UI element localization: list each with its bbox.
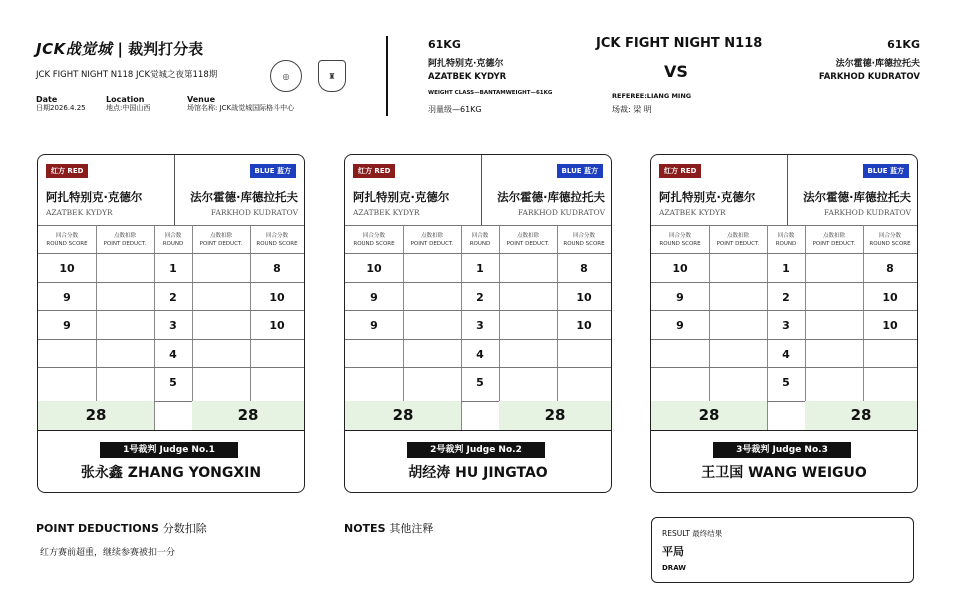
red-fighter-en: AZATBEK KYDYR bbox=[659, 208, 726, 217]
result-label: RESULT 最终结果 bbox=[662, 529, 723, 538]
venue-block: Venue 场馆名称: JCK战觉城国际格斗中心 bbox=[187, 95, 295, 112]
event-subtitle: JCK FIGHT NIGHT N118 JCK觉城之夜第118期 bbox=[36, 70, 218, 80]
red-fighter-en: AZATBEK KYDYR bbox=[353, 208, 420, 217]
red-round-score: 9 bbox=[676, 291, 684, 304]
round-number: 2 bbox=[169, 291, 177, 304]
blue-round-score bbox=[557, 369, 611, 397]
blue-round-score: 10 bbox=[576, 319, 592, 332]
red-fighter-cn: 阿扎特别克·克德尔 bbox=[353, 190, 450, 204]
blue-corner-tag: BLUE 蓝方 bbox=[863, 164, 909, 178]
column-header: 点数扣除 POINT DEDUCT. bbox=[812, 233, 856, 247]
column-header: 回合分数 ROUND SCORE bbox=[46, 233, 88, 247]
blue-round-score bbox=[250, 369, 304, 397]
referee-cn: 场裁: 梁 明 bbox=[612, 105, 652, 114]
column-header: 回合分数 ROUND SCORE bbox=[659, 233, 701, 247]
total-row bbox=[38, 401, 304, 430]
blue-fighter-en: FARKHOD KUDRATOV bbox=[823, 208, 911, 217]
judge-scorecard bbox=[37, 154, 305, 493]
column-header: 点数扣除 POINT DEDUCT. bbox=[410, 233, 454, 247]
right-fighter-cn: 法尔霍德·库德拉托夫 bbox=[835, 59, 920, 69]
left-fighter-cn: 阿扎特别克·克德尔 bbox=[428, 59, 504, 69]
judge-tag: 3号裁判 Judge No.3 bbox=[713, 442, 851, 458]
column-header: 回合分数 ROUND SCORE bbox=[869, 233, 911, 247]
blue-round-score: 10 bbox=[882, 319, 898, 332]
column-header: 回合数 ROUND bbox=[775, 233, 797, 247]
red-total: 28 bbox=[392, 406, 414, 424]
date-block: Date 日期2026.4.25 bbox=[36, 95, 86, 112]
round-number: 3 bbox=[169, 319, 177, 332]
notes-title: NOTES 其他注释 bbox=[344, 522, 434, 535]
blue-corner-tag: BLUE 蓝方 bbox=[557, 164, 603, 178]
result-cn: 平局 bbox=[662, 545, 684, 558]
round-number: 2 bbox=[782, 291, 790, 304]
red-round-score bbox=[345, 369, 403, 397]
total-row bbox=[651, 401, 917, 430]
referee-en: REFEREE:LIANG MING bbox=[612, 92, 692, 100]
blue-round-score bbox=[250, 341, 304, 369]
left-fighter-en: AZATBEK KYDYR bbox=[428, 72, 507, 82]
brand-title: JCK战觉城 | 裁判打分表 bbox=[36, 40, 204, 58]
column-header: 点数扣除 POINT DEDUCT. bbox=[103, 233, 147, 247]
round-number: 3 bbox=[476, 319, 484, 332]
point-deductions-text: 红方赛前超重，继续参赛被扣一分 bbox=[40, 548, 176, 558]
column-header: 回合数 ROUND bbox=[469, 233, 491, 247]
sheet-title: 裁判打分表 bbox=[128, 40, 204, 58]
location-block: Location 地点:中国山西 bbox=[106, 95, 151, 112]
blue-round-score: 8 bbox=[886, 262, 894, 275]
red-corner-tag: 红方 RED bbox=[353, 164, 395, 178]
judge-name: 张永鑫 ZHANG YONGXIN bbox=[80, 465, 262, 481]
blue-round-score: 10 bbox=[269, 291, 285, 304]
judge-name: 王卫国 WANG WEIGUO bbox=[701, 465, 867, 481]
blue-round-score: 10 bbox=[882, 291, 898, 304]
red-round-score bbox=[651, 369, 709, 397]
blue-fighter-cn: 法尔霍德·库德拉托夫 bbox=[803, 190, 911, 204]
judge-scorecard bbox=[344, 154, 612, 493]
left-weight: 61KG bbox=[428, 38, 461, 51]
point-deductions-title: POINT DEDUCTIONS 分数扣除 bbox=[36, 522, 207, 535]
red-round-score bbox=[38, 369, 96, 397]
round-number: 2 bbox=[476, 291, 484, 304]
column-header: 点数扣除 POINT DEDUCT. bbox=[199, 233, 243, 247]
vs-label: VS bbox=[664, 62, 688, 81]
blue-total: 28 bbox=[850, 406, 872, 424]
column-header: 回合分数 ROUND SCORE bbox=[563, 233, 605, 247]
round-number: 1 bbox=[169, 262, 177, 275]
blue-round-score bbox=[863, 341, 917, 369]
red-round-score: 10 bbox=[59, 262, 75, 275]
blue-fighter-en: FARKHOD KUDRATOV bbox=[517, 208, 605, 217]
blue-round-score: 8 bbox=[580, 262, 588, 275]
right-weight: 61KG bbox=[887, 38, 920, 51]
blue-fighter-cn: 法尔霍德·库德拉托夫 bbox=[497, 190, 605, 204]
red-corner-tag: 红方 RED bbox=[659, 164, 701, 178]
judge-tag: 1号裁判 Judge No.1 bbox=[100, 442, 238, 458]
red-corner-tag: 红方 RED bbox=[46, 164, 88, 178]
blue-round-score: 8 bbox=[273, 262, 281, 275]
blue-corner-tag: BLUE 蓝方 bbox=[250, 164, 296, 178]
column-header: 回合数 ROUND bbox=[162, 233, 184, 247]
blue-round-score bbox=[557, 341, 611, 369]
red-round-score bbox=[345, 341, 403, 369]
round-number: 3 bbox=[782, 319, 790, 332]
blue-fighter-cn: 法尔霍德·库德拉托夫 bbox=[190, 190, 298, 204]
red-round-score: 9 bbox=[676, 319, 684, 332]
column-header: 点数扣除 POINT DEDUCT. bbox=[716, 233, 760, 247]
red-round-score: 9 bbox=[370, 291, 378, 304]
red-total: 28 bbox=[85, 406, 107, 424]
red-round-score: 10 bbox=[672, 262, 688, 275]
red-round-score: 10 bbox=[366, 262, 382, 275]
red-round-score: 9 bbox=[63, 319, 71, 332]
round-number: 1 bbox=[782, 262, 790, 275]
red-total: 28 bbox=[698, 406, 720, 424]
red-fighter-cn: 阿扎特别克·克德尔 bbox=[46, 190, 143, 204]
judge-scorecard bbox=[650, 154, 918, 493]
weight-class: WEIGHT CLASS—BANTAMWEIGHT—61KG bbox=[428, 90, 553, 96]
result-box bbox=[651, 517, 914, 583]
column-header: 回合分数 ROUND SCORE bbox=[256, 233, 298, 247]
brand-logo: JCK战觉城 bbox=[36, 40, 113, 58]
weight-class-cn: 羽量级—61KG bbox=[428, 105, 482, 114]
blue-total: 28 bbox=[544, 406, 566, 424]
red-round-score: 9 bbox=[63, 291, 71, 304]
red-fighter-en: AZATBEK KYDYR bbox=[46, 208, 113, 217]
round-number: 5 bbox=[169, 376, 177, 389]
blue-round-score bbox=[863, 369, 917, 397]
red-fighter-cn: 阿扎特别克·克德尔 bbox=[659, 190, 756, 204]
red-round-score bbox=[651, 341, 709, 369]
result-en: DRAW bbox=[662, 564, 687, 572]
round-number: 4 bbox=[476, 348, 484, 361]
right-fighter-en: FARKHOD KUDRATOV bbox=[818, 72, 920, 82]
event-title: JCK FIGHT NIGHT N118 bbox=[596, 36, 763, 51]
round-number: 5 bbox=[782, 376, 790, 389]
header-divider bbox=[386, 36, 388, 116]
column-header: 回合分数 ROUND SCORE bbox=[353, 233, 395, 247]
boxing-federation-seal-icon: ◎ bbox=[270, 60, 302, 92]
round-number: 5 bbox=[476, 376, 484, 389]
total-row bbox=[345, 401, 611, 430]
judge-tag: 2号裁判 Judge No.2 bbox=[407, 442, 545, 458]
judge-name: 胡经涛 HU JINGTAO bbox=[408, 465, 548, 481]
round-number: 1 bbox=[476, 262, 484, 275]
blue-total: 28 bbox=[237, 406, 259, 424]
red-round-score bbox=[38, 341, 96, 369]
red-round-score: 9 bbox=[370, 319, 378, 332]
blue-round-score: 10 bbox=[269, 319, 285, 332]
round-number: 4 bbox=[169, 348, 177, 361]
blue-fighter-en: FARKHOD KUDRATOV bbox=[210, 208, 298, 217]
blue-round-score: 10 bbox=[576, 291, 592, 304]
column-header: 点数扣除 POINT DEDUCT. bbox=[506, 233, 550, 247]
jck-crest-icon: ♜ bbox=[318, 60, 346, 92]
round-number: 4 bbox=[782, 348, 790, 361]
